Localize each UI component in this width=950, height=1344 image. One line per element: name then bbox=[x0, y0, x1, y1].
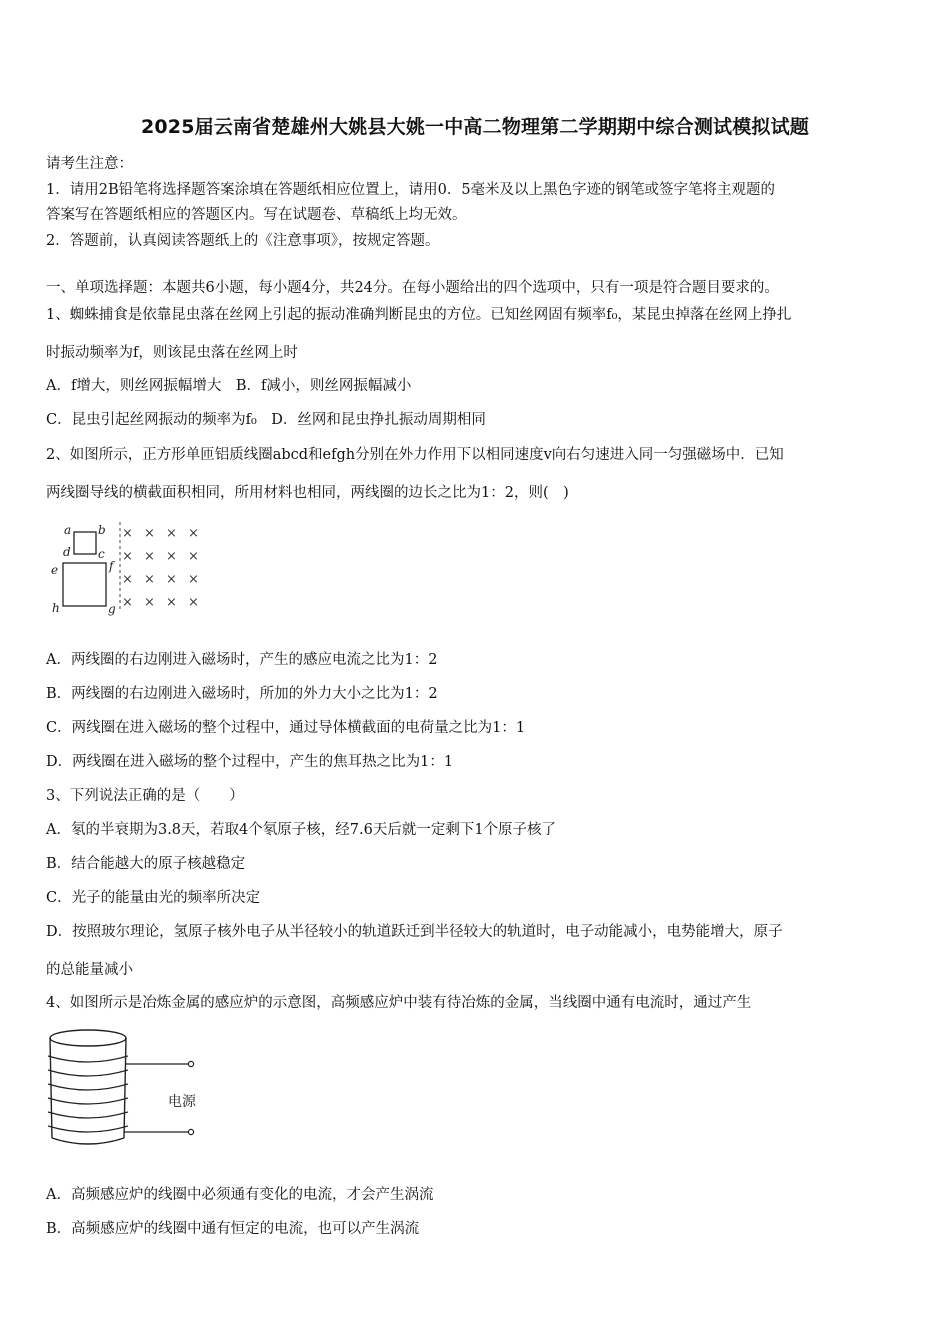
q2-option-a: A．两线圈的右边刚进入磁场时，产生的感应电流之比为1：2 bbox=[46, 652, 438, 668]
field-cross-mark: × bbox=[166, 549, 177, 564]
coil-winding bbox=[48, 1070, 128, 1076]
field-cross-mark: × bbox=[188, 572, 199, 587]
field-cross-mark: × bbox=[144, 595, 155, 610]
coil-winding bbox=[48, 1126, 128, 1132]
label-a: a bbox=[64, 523, 72, 537]
q1-options-cd: C．昆虫引起丝网振动的频率为f₀ D．丝网和昆虫挣扎振动周期相同 bbox=[46, 412, 486, 428]
q2-stem-a: 2、如图所示，正方形单匝铝质线圈abcd和efgh分别在外力作用下以相同速度v向右匀速进入同一匀强磁场中．已知 bbox=[46, 447, 784, 463]
label-e: e bbox=[51, 563, 59, 577]
q3-option-d-b: 的总能量减小 bbox=[46, 962, 133, 978]
power-source-label: 电源 bbox=[168, 1094, 196, 1110]
q4-option-a: A．高频感应炉的线圈中必须通有变化的电流，才会产生涡流 bbox=[46, 1187, 434, 1203]
induction-furnace-figure bbox=[46, 1026, 216, 1154]
coil-winding bbox=[48, 1098, 128, 1104]
notice-item-1a: 1．请用2B铅笔将选择题答案涂填在答题纸相应位置上，请用0．5毫米及以上黑色字迹的钢笔或签字笔将主观题的 bbox=[46, 182, 776, 198]
field-cross-mark: × bbox=[188, 595, 199, 610]
coil-magnetic-field-figure bbox=[48, 516, 208, 620]
field-cross-mark: × bbox=[166, 572, 177, 587]
label-h: h bbox=[52, 601, 60, 615]
label-b: b bbox=[98, 523, 106, 537]
field-cross-mark: × bbox=[144, 572, 155, 587]
furnace-left-wall bbox=[50, 1038, 52, 1138]
q3-option-c: C．光子的能量由光的频率所决定 bbox=[46, 890, 261, 906]
coil-turns bbox=[48, 1056, 128, 1132]
field-cross-mark: × bbox=[122, 526, 133, 541]
q3-option-d-a: D．按照玻尔理论，氢原子核外电子从半径较小的轨道跃迁到半径较大的轨道时，电子动能减小，电势能增大，原子 bbox=[46, 924, 783, 940]
field-cross-mark: × bbox=[122, 595, 133, 610]
q4-stem: 4、如图所示是冶炼金属的感应炉的示意图，高频感应炉中装有待冶炼的金属，当线圈中通有电流时，通过产生 bbox=[46, 995, 752, 1011]
q1-stem-b: 时振动频率为f，则该昆虫落在丝网上时 bbox=[46, 345, 298, 361]
furnace-rim bbox=[50, 1030, 126, 1046]
small-coil-abcd bbox=[74, 532, 96, 554]
field-cross-mark: × bbox=[144, 549, 155, 564]
label-d: d bbox=[63, 545, 71, 559]
terminal-bottom bbox=[188, 1129, 193, 1134]
q1-stem-a: 1、蜘蛛捕食是依靠昆虫落在丝网上引起的振动准确判断昆虫的方位。已知丝网固有频率f₀，某昆虫掉落在丝网上挣扎 bbox=[46, 307, 792, 323]
furnace-right-wall bbox=[124, 1038, 126, 1138]
q2-option-d: D．两线圈在进入磁场的整个过程中，产生的焦耳热之比为1：1 bbox=[46, 754, 454, 770]
field-cross-mark: × bbox=[122, 572, 133, 587]
coil-winding bbox=[48, 1084, 128, 1090]
notice-item-1b: 答案写在答题纸相应的答题区内。写在试题卷、草稿纸上均无效。 bbox=[46, 207, 467, 223]
notice-heading: 请考生注意： bbox=[46, 156, 133, 172]
field-cross-mark: × bbox=[144, 526, 155, 541]
coil-winding bbox=[48, 1056, 128, 1062]
section-heading: 一、单项选择题：本题共6小题，每小题4分，共24分。在每小题给出的四个选项中，只有一项是符合题目要求的。 bbox=[46, 280, 779, 296]
terminal-top bbox=[188, 1061, 193, 1066]
magnetic-field-marks bbox=[122, 526, 199, 610]
field-cross-mark: × bbox=[122, 549, 133, 564]
q3-stem: 3、下列说法正确的是（ ） bbox=[46, 788, 244, 804]
q2-option-c: C．两线圈在进入磁场的整个过程中，通过导体横截面的电荷量之比为1：1 bbox=[46, 720, 526, 736]
q3-option-b: B．结合能越大的原子核越稳定 bbox=[46, 856, 246, 872]
q2-option-b: B．两线圈的右边刚进入磁场时，所加的外力大小之比为1：2 bbox=[46, 686, 438, 702]
label-c: c bbox=[98, 547, 105, 561]
field-cross-mark: × bbox=[188, 526, 199, 541]
label-f: f bbox=[109, 559, 114, 573]
q3-option-a: A．氡的半衰期为3.8天，若取4个氡原子核，经7.6天后就一定剩下1个原子核了 bbox=[46, 822, 557, 838]
furnace-bottom bbox=[52, 1138, 124, 1144]
large-coil-efgh bbox=[63, 563, 106, 606]
q2-stem-b: 两线圈导线的横截面积相同，所用材料也相同，两线圈的边长之比为1：2，则( ) bbox=[46, 485, 569, 501]
field-cross-mark: × bbox=[188, 549, 199, 564]
q1-options-ab: A．f增大，则丝网振幅增大 B．f减小，则丝网振幅减小 bbox=[46, 378, 412, 394]
label-g: g bbox=[108, 602, 116, 616]
notice-item-2: 2．答题前，认真阅读答题纸上的《注意事项》，按规定答题。 bbox=[46, 233, 440, 249]
field-cross-mark: × bbox=[166, 526, 177, 541]
coil-winding bbox=[48, 1112, 128, 1118]
field-cross-mark: × bbox=[166, 595, 177, 610]
q4-option-b: B．高频感应炉的线圈中通有恒定的电流，也可以产生涡流 bbox=[46, 1221, 420, 1237]
page-title: 2025届云南省楚雄州大姚县大姚一中高二物理第二学期期中综合测试模拟试题 bbox=[140, 116, 810, 138]
